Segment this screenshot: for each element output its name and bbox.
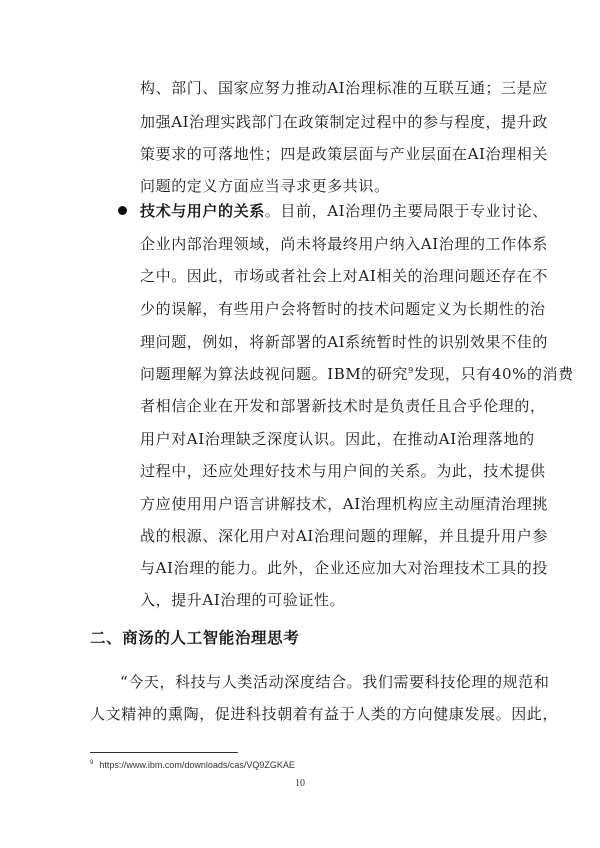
page-number: 10 [295,778,305,789]
text-line: 战的根源、深化用户对AI治理问题的理解，并且提升用户参 [140,527,548,545]
footnote-divider [90,752,238,753]
text-line: 问题的定义方面应当寻求更多共识。 [140,177,390,195]
text-line: 过程中，还应处理好技术与用户间的关系。为此，技术提供 [140,462,546,480]
bullet-bold-lead: 技术与用户的关系 [140,202,265,220]
bullet-first-line [140,201,548,221]
text-line: 构、部门、国家应努力推动AI治理标准的互联互通；三是应 [140,79,548,97]
footnote-link[interactable]: https://www.ibm.com/downloads/cas/VQ9ZGKAE [99,760,295,770]
text-line: “今天，科技与人类活动深度结合。我们需要科技伦理的规范和 [120,673,550,691]
text-line: 用户对AI治理缺乏深度认识。因此，在推动AI治理落地的 [140,430,535,448]
text-segment: 问题理解为算法歧视问题。IBM的研究 [140,365,409,383]
bullet-first-line-rest: 。目前，AI治理仍主要局限于专业讨论、 [264,202,548,220]
text-line: 方应使用用户语言讲解技术，AI治理机构应主动厘清治理挑 [140,495,548,513]
text-line-with-footnote-ref [140,364,574,384]
bullet-dot-icon [118,206,127,215]
text-line: 之中。因此，市场或者社会上对AI相关的治理问题还存在不 [140,267,548,285]
footnote-mark: 9 [90,760,94,766]
text-line: 与AI治理的能力。此外，企业还应加大对治理技术工具的投 [140,559,548,577]
text-line: 者相信企业在开发和部署新技术时是负责任且合乎伦理的， [140,397,546,415]
text-segment: 发现，只有40%的消费 [413,365,574,383]
footnote [90,760,295,770]
text-line: 理问题，例如，将新部署的AI系统暂时性的识别效果不佳的 [140,333,548,351]
text-line: 加强AI治理实践部门在政策制定过程中的参与程度，提升政 [140,113,548,131]
text-line: 少的误解，有些用户会将暂时的技术问题定义为长期性的治 [140,300,546,318]
text-line: 企业内部治理领域，尚未将最终用户纳入AI治理的工作体系 [140,235,548,253]
text-line: 人文精神的熏陶，促进科技朝着有益于人类的方向健康发展。因此， [90,705,559,723]
text-line: 策要求的可落地性；四是政策层面与产业层面在AI治理相关 [140,145,548,163]
footnote-ref[interactable]: 9 [408,366,414,375]
text-line: 入，提升AI治理的可验证性。 [140,591,346,609]
section-heading: 二、商汤的人工智能治理思考 [90,629,300,647]
